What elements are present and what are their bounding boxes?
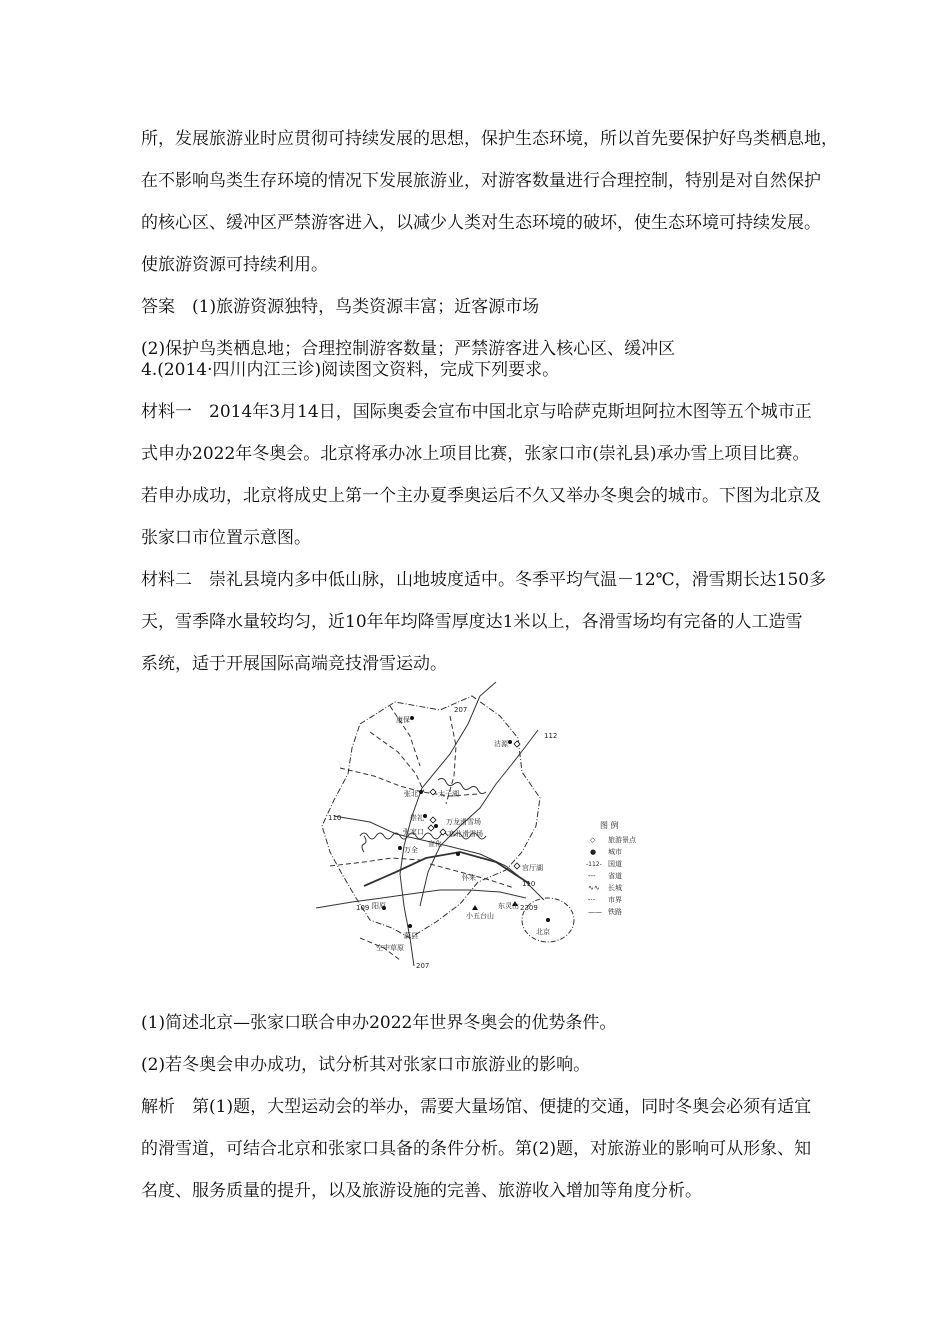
legend-title: 图 例: [600, 821, 619, 830]
place-label: 小五台山: [466, 912, 494, 920]
legend-label: 省道: [608, 872, 622, 880]
place-label: 万全: [404, 846, 418, 854]
road-label: 112: [544, 732, 558, 740]
legend-symbol: -·-: [588, 896, 596, 904]
city-marker: [408, 924, 412, 928]
question-header: [141, 349, 831, 391]
place-label: 万龙滑雪场: [446, 818, 481, 826]
place-label: 东灵山: [498, 902, 519, 910]
legend-label: 国道: [608, 860, 622, 868]
scenic-spot-marker: [514, 863, 520, 869]
place-label: 康保: [396, 716, 410, 724]
place-label: 北京: [536, 928, 550, 936]
place-label: 张家口: [403, 828, 424, 836]
material-two: [141, 559, 831, 685]
place-label: 2309: [520, 904, 538, 912]
road-label: 207: [416, 962, 430, 970]
text-line: 的滑雪道，可结合北京和张家口具备的条件分析。第(2)题，对旅游业的影响可从形象、知: [141, 1139, 812, 1159]
sub-question-2: (2)若冬奥会申办成功，试分析其对张家口市旅游业的影响。: [141, 1055, 591, 1075]
place-label: 阳原: [372, 902, 386, 910]
sub-questions: [141, 1002, 831, 1086]
scenic-spot-marker: [428, 825, 434, 831]
legend-symbol: ◇: [590, 836, 596, 844]
text-line: 式申办2022年冬奥会。北京将承办冰上项目比赛，张家口市(崇礼县)承办雪上项目比赛。: [141, 444, 810, 464]
map-legend: [586, 820, 637, 916]
place-label: 蔚县: [404, 932, 418, 940]
previous-analysis-paragraph: [141, 118, 838, 286]
place-label: 沽源: [494, 740, 508, 748]
great-wall: [362, 836, 366, 852]
road-label: 109: [356, 904, 370, 912]
place-label: 怀来: [462, 874, 476, 882]
city-marker: [398, 846, 402, 850]
place-label: 塞北滑雪场: [448, 830, 483, 838]
answer-line-1: 答案 (1)旅游资源独特，鸟类资源丰富；近客源市场: [141, 297, 540, 317]
place-label: 宣化: [428, 840, 442, 848]
legend-label: 长城: [608, 884, 622, 892]
legend-symbol: ---: [588, 872, 596, 880]
place-label: 张北: [404, 790, 418, 798]
provincial-road: [390, 706, 420, 766]
road-label: 110: [328, 814, 342, 822]
beijing-zhangjiakou-map: [300, 676, 660, 972]
city-marker: [434, 824, 438, 828]
city-marker: [508, 740, 512, 744]
question-title: 4.(2014·四川内江三诊)阅读图文资料，完成下列要求。: [141, 360, 560, 380]
mountain-peak-marker: [472, 905, 478, 910]
legend-symbol: -112-: [586, 861, 602, 868]
place-label: 官厅湖: [522, 864, 543, 872]
legend-label: 城市: [608, 848, 622, 856]
legend-symbol: ——: [588, 908, 602, 916]
text-line: 材料一 2014年3月14日，国际奥委会宣布中国北京与哈萨克斯坦阿拉木图等五个城市正: [141, 402, 812, 422]
legend-label: 旅游景点: [608, 836, 636, 844]
analysis-block: [141, 1086, 831, 1212]
national-road-109: [316, 890, 526, 908]
text-line: 的核心区、缓冲区严禁游客进入，以减少人类对生态环境的破坏，使生态环境可持续发展。: [141, 213, 821, 233]
text-line: 系统，适于开展国际高端竞技滑雪运动。: [141, 654, 447, 674]
place-label: 太子湖: [438, 790, 459, 798]
city-marker: [546, 918, 550, 922]
city-marker: [419, 790, 423, 794]
place-label: 空中草原: [376, 944, 404, 952]
place-label: 崇礼: [410, 814, 424, 822]
text-line: 名度、服务质量的提升，以及旅游设施的完善、旅游收入增加等角度分析。: [141, 1181, 702, 1201]
city-marker: [456, 852, 460, 856]
legend-symbol: ●: [590, 848, 597, 856]
text-line: 张家口市位置示意图。: [141, 528, 311, 548]
sub-question-1: (1)简述北京—张家口联合申办2022年世界冬奥会的优势条件。: [141, 1013, 617, 1033]
legend-symbol: ∿∿: [588, 884, 600, 892]
text-line: 使旅游资源可持续利用。: [141, 255, 328, 275]
answer-line-2: (2)保护鸟类栖息地；合理控制游客数量；严禁游客进入核心区、缓冲区: [141, 339, 676, 359]
provincial-road: [330, 858, 420, 866]
road-label: 110: [522, 880, 536, 888]
text-line: 解析 第(1)题，大型运动会的举办，需要大量场馆、便捷的交通，同时冬奥会必须有适宜: [141, 1097, 812, 1117]
national-road-110: [334, 816, 544, 900]
provincial-road: [370, 732, 424, 792]
text-line: 材料二 崇礼县境内多中低山脉，山地坡度适中。冬季平均气温－12℃，滑雪期长达150多: [141, 570, 827, 590]
text-line: 在不影响鸟类生存环境的情况下发展旅游业，对游客数量进行合理控制，特别是对自然保护: [141, 171, 821, 191]
legend-label: 铁路: [608, 908, 622, 916]
scenic-spot-marker: [430, 817, 436, 823]
legend-label: 市界: [608, 896, 622, 904]
road-label: 207: [454, 706, 468, 714]
text-line: 天，雪季降水量较均匀，近10年年均降雪厚度达1米以上，各滑雪场均有完备的人工造雪: [141, 612, 803, 632]
material-one: [141, 391, 831, 559]
text-line: 若申办成功，北京将成史上第一个主办夏季奥运后不久又举办冬奥会的城市。下图为北京及: [141, 486, 821, 506]
city-marker: [410, 716, 414, 720]
text-line: 所，发展旅游业时应贯彻可持续发展的思想，保护生态环境，所以首先要保护好鸟类栖息地，: [141, 129, 838, 149]
